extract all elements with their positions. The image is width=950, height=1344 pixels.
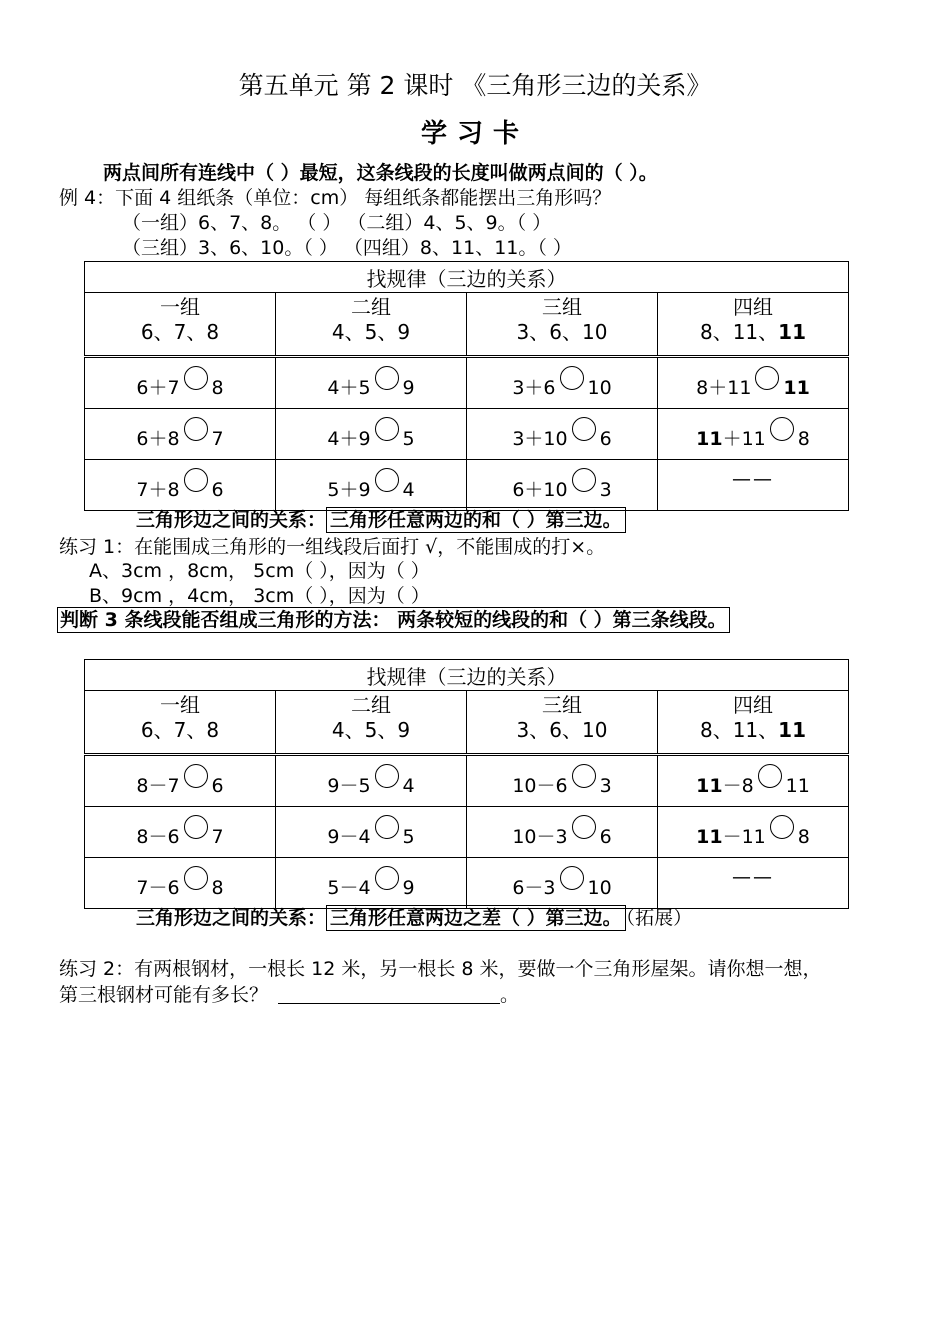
group-nums: 8、11、	[699, 320, 779, 344]
blank-circle[interactable]	[184, 366, 208, 390]
group-cell	[467, 691, 658, 755]
expr-left: 5＋9	[327, 479, 371, 501]
blank-circle[interactable]	[375, 764, 399, 788]
expr-left: 9－5	[327, 775, 371, 797]
blank-circle[interactable]	[572, 815, 596, 839]
expr-right: 6	[211, 479, 224, 501]
group-cell	[658, 293, 849, 357]
expr-left: 6＋10	[512, 479, 568, 501]
blank-circle[interactable]	[572, 468, 596, 492]
group-cell	[85, 691, 276, 755]
compare-cell	[658, 460, 849, 511]
relation-boxed-text: 三角形任意两边的和（ ）第三边。	[326, 507, 626, 533]
blank-circle[interactable]	[770, 815, 794, 839]
relation-boxed-text: 三角形任意两边之差（ ）第三边。	[326, 905, 626, 931]
table-row	[85, 357, 849, 409]
blank-circle[interactable]	[184, 764, 208, 788]
group-name: 三组	[542, 295, 582, 319]
blank-circle[interactable]	[375, 417, 399, 441]
group-nums: 6、7、8	[140, 320, 220, 344]
group-nums-bold: 11	[778, 718, 807, 742]
table-header: 找规律（三边的关系）	[85, 660, 849, 691]
expr-right: 5	[402, 428, 415, 450]
dash-placeholder: ——	[732, 866, 774, 888]
expr-right: 9	[402, 377, 415, 399]
group-nums: 4、5、9	[331, 320, 411, 344]
expr-right: 8	[211, 377, 224, 399]
expr-right: 5	[402, 826, 415, 848]
blank-circle[interactable]	[758, 764, 782, 788]
compare-cell	[467, 858, 658, 909]
blank-circle[interactable]	[560, 866, 584, 890]
table-row	[85, 858, 849, 909]
expr-right: 4	[402, 775, 415, 797]
expr-right: 6	[211, 775, 224, 797]
page-subtitle: 学习卡	[420, 119, 529, 149]
compare-cell	[276, 460, 467, 511]
table-difference-relations	[84, 659, 849, 909]
compare-cell	[658, 755, 849, 807]
blank-circle[interactable]	[572, 764, 596, 788]
expr-left: 6＋8	[136, 428, 180, 450]
compare-cell	[658, 409, 849, 460]
exercise-1-heading: 练习 1：在能围成三角形的一组线段后面打 √，不能围成的打×。	[59, 536, 606, 558]
expr-right: 8	[211, 877, 224, 899]
group-nums: 3、6、10	[516, 320, 608, 344]
relation-2	[136, 909, 692, 928]
group-cell	[276, 691, 467, 755]
compare-cell	[85, 357, 276, 409]
group-nums-bold: 11	[778, 320, 807, 344]
expr-left: －8	[722, 775, 754, 797]
compare-cell	[85, 460, 276, 511]
table-row	[85, 460, 849, 511]
table-sum-relations	[84, 261, 849, 511]
group-nums: 3、6、10	[516, 718, 608, 742]
exercise-1-b: B、9cm ，4cm， 3cm（ ），因为（ ）	[89, 585, 430, 607]
expr-left: 4＋5	[327, 377, 371, 399]
expr-left-bold: 11	[696, 826, 723, 848]
expr-right: 9	[402, 877, 415, 899]
relation-extra-note: （拓展）	[625, 907, 693, 929]
exercise-2-question: 第三根钢材可能有多长？	[59, 984, 269, 1006]
group-name: 一组	[160, 693, 200, 717]
expr-left-bold: 11	[696, 428, 723, 450]
method-boxed-text: 判断 3 条线段能否组成三角形的方法： 两条较短的线段的和（ ）第三条线段。	[57, 607, 730, 633]
expr-right: 3	[599, 775, 612, 797]
expr-right: 3	[599, 479, 612, 501]
blank-circle[interactable]	[184, 815, 208, 839]
expr-right: 8	[797, 428, 810, 450]
group-name: 四组	[733, 295, 773, 319]
compare-cell	[85, 409, 276, 460]
answer-blank[interactable]	[278, 1003, 500, 1004]
blank-circle[interactable]	[375, 366, 399, 390]
group-name: 四组	[733, 693, 773, 717]
expr-left: 7－6	[136, 877, 180, 899]
expr-left: 9－4	[327, 826, 371, 848]
compare-cell	[276, 755, 467, 807]
expr-left: 3＋6	[512, 377, 556, 399]
expr-left: 4＋9	[327, 428, 371, 450]
group-name: 二组	[351, 693, 391, 717]
blank-circle[interactable]	[184, 417, 208, 441]
expr-right: 11	[783, 377, 810, 399]
table-row	[85, 807, 849, 858]
expr-left: 7＋8	[136, 479, 180, 501]
table-header: 找规律（三边的关系）	[85, 262, 849, 293]
intro-question: 两点间所有连线中（ ）最短，这条线段的长度叫做两点间的（ ）。	[103, 162, 658, 184]
group-cell	[276, 293, 467, 357]
example-line-1: （一组）6、7、8。 （ ） （二组）4、5、9。（ ）	[122, 212, 552, 234]
group-cell	[467, 293, 658, 357]
expr-right: 8	[797, 826, 810, 848]
compare-cell	[467, 755, 658, 807]
compare-cell	[276, 858, 467, 909]
expr-left: 8＋11	[696, 377, 752, 399]
expr-left: 6＋7	[136, 377, 180, 399]
group-name: 一组	[160, 295, 200, 319]
example-line-2: （三组）3、6、10。（ ） （四组）8、11、11。（ ）	[122, 237, 572, 259]
expr-right: 10	[587, 877, 612, 899]
expr-left: 5－4	[327, 877, 371, 899]
group-name: 二组	[351, 295, 391, 319]
expr-right: 7	[211, 428, 224, 450]
dash-placeholder: ——	[732, 468, 774, 490]
relation-1	[136, 511, 626, 530]
expr-left: 6－3	[512, 877, 556, 899]
expr-right: 7	[211, 826, 224, 848]
blank-circle[interactable]	[572, 417, 596, 441]
compare-cell	[467, 807, 658, 858]
blank-circle[interactable]	[755, 366, 779, 390]
blank-circle[interactable]	[184, 866, 208, 890]
exercise-2-line-2	[59, 986, 519, 1005]
group-nums: 4、5、9	[331, 718, 411, 742]
expr-left: 10－3	[512, 826, 568, 848]
expr-right: 11	[785, 775, 810, 797]
group-cell	[85, 293, 276, 357]
group-nums: 8、11、	[699, 718, 779, 742]
expr-left-bold: 11	[696, 775, 723, 797]
blank-circle[interactable]	[375, 468, 399, 492]
compare-cell	[658, 807, 849, 858]
method-statement	[57, 611, 730, 630]
group-nums: 6、7、8	[140, 718, 220, 742]
expr-left: 10－6	[512, 775, 568, 797]
blank-circle[interactable]	[375, 866, 399, 890]
page-title: 第五单元 第 2 课时 《三角形三边的关系》	[238, 71, 712, 100]
expr-right: 6	[599, 826, 612, 848]
relation-label: 三角形边之间的关系：	[136, 907, 327, 929]
blank-circle[interactable]	[560, 366, 584, 390]
expr-left: 8－7	[136, 775, 180, 797]
expr-right: 6	[599, 428, 612, 450]
group-cell	[658, 691, 849, 755]
group-name: 三组	[542, 693, 582, 717]
example-heading: 例 4：下面 4 组纸条（单位：cm） 每组纸条都能摆出三角形吗？	[59, 187, 612, 209]
compare-cell	[467, 357, 658, 409]
expr-left: 3＋10	[512, 428, 568, 450]
blank-circle[interactable]	[770, 417, 794, 441]
compare-cell	[658, 357, 849, 409]
compare-cell	[276, 409, 467, 460]
table-row	[85, 755, 849, 807]
compare-cell	[85, 858, 276, 909]
blank-circle[interactable]	[375, 815, 399, 839]
compare-cell	[467, 460, 658, 511]
compare-cell	[85, 755, 276, 807]
exercise-2-end: 。	[500, 984, 520, 1006]
compare-cell	[276, 807, 467, 858]
expr-left: －11	[722, 826, 766, 848]
relation-label: 三角形边之间的关系：	[136, 509, 327, 531]
expr-left: 8－6	[136, 826, 180, 848]
compare-cell	[658, 858, 849, 909]
compare-cell	[85, 807, 276, 858]
exercise-1-a: A、3cm ，8cm， 5cm（ ），因为（ ）	[89, 560, 430, 582]
table-row	[85, 409, 849, 460]
expr-right: 4	[402, 479, 415, 501]
compare-cell	[276, 357, 467, 409]
blank-circle[interactable]	[184, 468, 208, 492]
expr-left: ＋11	[722, 428, 766, 450]
compare-cell	[467, 409, 658, 460]
exercise-2-line-1: 练习 2：有两根钢材，一根长 12 米，另一根长 8 米，要做一个三角形屋架。请你想一想，	[59, 958, 822, 980]
expr-right: 10	[587, 377, 612, 399]
